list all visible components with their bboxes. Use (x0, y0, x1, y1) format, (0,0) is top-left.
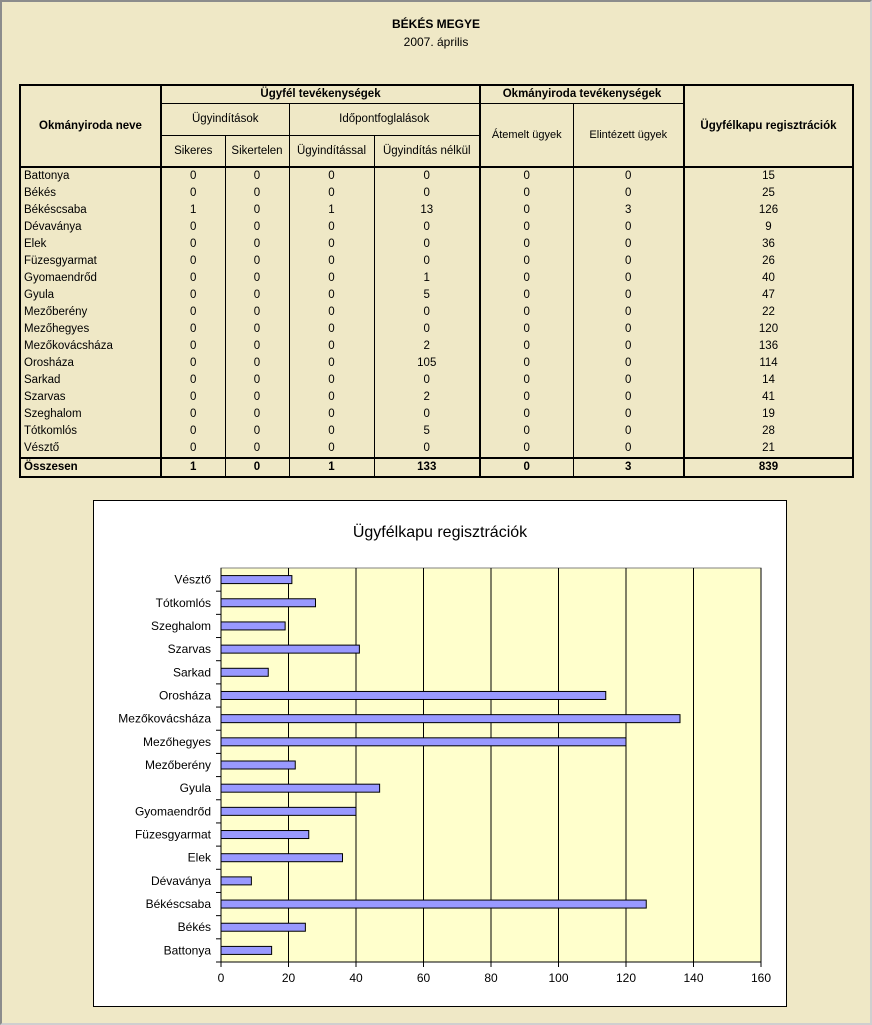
value-cell: 0 (374, 304, 480, 321)
value-cell: 0 (190, 221, 197, 233)
bar (221, 576, 292, 584)
value-cell: 36 (684, 236, 853, 253)
total-label: Összesen (20, 458, 161, 477)
value-cell: 0 (225, 338, 289, 355)
value-cell: 0 (225, 287, 289, 304)
value-cell: 41 (684, 389, 853, 406)
value-cell: 25 (684, 185, 853, 202)
office-name-cell: Battonya (20, 167, 161, 185)
table-row (20, 321, 853, 338)
value-cell: 0 (523, 408, 530, 420)
category-label: Mezőhegyes (142, 734, 211, 749)
value-cell: 0 (374, 219, 480, 236)
value-cell: 0 (225, 219, 289, 236)
total-value-cell: 0 (225, 458, 289, 477)
value-cell: 26 (684, 253, 853, 270)
value-cell: 0 (374, 372, 480, 389)
value-cell: 0 (480, 440, 573, 458)
value-cell: 0 (225, 185, 289, 202)
value-cell: 0 (573, 440, 684, 458)
total-row (20, 458, 853, 477)
value-cell: 14 (684, 372, 853, 389)
value-cell: 0 (573, 372, 684, 389)
value-cell: 0 (523, 306, 530, 318)
chart-area (93, 500, 787, 1007)
value-cell: 0 (573, 253, 684, 270)
category-label: Sarkad (172, 665, 211, 680)
value-cell: 0 (190, 357, 197, 369)
value-cell: 0 (289, 406, 374, 423)
category-label: Dévaványa (150, 873, 211, 888)
table-row (20, 185, 853, 202)
value-cell: 0 (523, 374, 530, 386)
bar (221, 668, 268, 676)
value-cell: 0 (523, 289, 530, 301)
bar (221, 784, 380, 792)
x-tick-label: 120 (615, 971, 637, 985)
table-row (20, 270, 853, 287)
value-cell: 28 (684, 423, 853, 440)
header-office-activities: Okmányiroda tevékenységek (480, 85, 684, 103)
total-value-cell: 839 (684, 458, 853, 477)
value-cell: 0 (573, 321, 684, 338)
value-cell: 0 (573, 338, 684, 355)
value-cell: 0 (225, 253, 289, 270)
value-cell: 120 (684, 321, 853, 338)
value-cell: 0 (523, 204, 530, 216)
value-cell: 0 (573, 167, 684, 185)
table-row (20, 423, 853, 440)
category-label: Orosháza (158, 688, 211, 703)
value-cell: 0 (225, 372, 289, 389)
value-cell: 0 (523, 323, 530, 335)
total-value-cell: 0 (480, 458, 573, 477)
bar (221, 877, 251, 885)
value-cell: 0 (374, 321, 480, 338)
header-transferred: Átemelt ügyek (480, 103, 573, 167)
value-cell: 0 (190, 306, 197, 318)
header-client-activities: Ügyfél tevékenységek (161, 85, 480, 103)
value-cell: 0 (289, 167, 374, 185)
value-cell: 1 (374, 270, 480, 287)
table-row (20, 219, 853, 236)
value-cell: 0 (190, 391, 197, 403)
value-cell: 22 (684, 304, 853, 321)
value-cell: 0 (289, 219, 374, 236)
header-without-init: Ügyindítás nélkül (374, 135, 480, 167)
category-label: Szarvas (167, 642, 211, 657)
header-appointments: Időpontfoglalások (289, 103, 480, 135)
office-name-cell: Szeghalom (20, 406, 161, 423)
value-cell: 136 (684, 338, 853, 355)
value-cell: 0 (523, 357, 530, 369)
value-cell: 0 (523, 272, 530, 284)
value-cell: 114 (684, 355, 853, 372)
value-cell: 0 (573, 236, 684, 253)
value-cell: 0 (190, 238, 197, 250)
office-name-cell: Füzesgyarmat (20, 253, 161, 270)
office-name-cell: Mezőberény (20, 304, 161, 321)
value-cell: 5 (374, 423, 480, 440)
value-cell: 2 (374, 389, 480, 406)
header-success: Sikeres (161, 135, 225, 167)
page-subtitle: 2007. április (403, 35, 469, 49)
value-cell: 0 (523, 255, 530, 267)
value-cell: 0 (190, 374, 197, 386)
office-name-cell: Mezőkovácsháza (20, 338, 161, 355)
value-cell: 0 (573, 287, 684, 304)
value-cell: 105 (374, 355, 480, 372)
office-name-cell: Békéscsaba (20, 202, 161, 219)
table-row (20, 202, 853, 219)
value-cell: 0 (289, 389, 374, 406)
table-row (20, 253, 853, 270)
header-with-init: Ügyindítással (289, 135, 374, 167)
office-name-cell: Szarvas (20, 389, 161, 406)
office-name-cell: Elek (20, 236, 161, 253)
category-label: Gyula (179, 781, 211, 796)
value-cell: 13 (374, 202, 480, 219)
value-cell: 0 (523, 238, 530, 250)
office-name-cell: Tótkomlós (20, 423, 161, 440)
category-label: Mezőkovácsháza (118, 711, 211, 726)
bar (221, 923, 305, 931)
x-tick-label: 80 (484, 971, 498, 985)
value-cell: 0 (289, 440, 374, 458)
x-tick-label: 140 (683, 971, 704, 985)
x-tick-label: 100 (548, 971, 569, 985)
value-cell: 47 (684, 287, 853, 304)
value-cell: 0 (289, 423, 374, 440)
value-cell: 0 (190, 255, 197, 267)
total-value-cell: 1 (289, 458, 374, 477)
bar (221, 807, 356, 815)
bar-chart (94, 501, 786, 1006)
page-title: BÉKÉS MEGYE (391, 17, 481, 31)
header-registrations: Ügyfélkapu regisztrációk (684, 85, 853, 167)
bar (221, 831, 309, 839)
table-row (20, 440, 853, 458)
value-cell: 0 (523, 425, 530, 437)
table-row (20, 304, 853, 321)
chart-title: Ügyfélkapu regisztrációk (352, 524, 528, 541)
value-cell: 2 (374, 338, 480, 355)
category-label: Elek (187, 850, 211, 865)
office-name-cell: Gyomaendrőd (20, 270, 161, 287)
total-value-cell: 133 (374, 458, 480, 477)
header-completed: Elintézett ügyek (573, 103, 684, 167)
bar (221, 854, 343, 862)
value-cell: 0 (161, 440, 225, 458)
bar (221, 900, 646, 908)
table-row (20, 372, 853, 389)
table-row (20, 355, 853, 372)
value-cell: 19 (684, 406, 853, 423)
value-cell: 0 (289, 304, 374, 321)
value-cell: 0 (573, 355, 684, 372)
x-tick-label: 160 (750, 971, 772, 985)
value-cell: 0 (289, 185, 374, 202)
value-cell: 1 (289, 202, 374, 219)
value-cell: 0 (289, 355, 374, 372)
value-cell: 0 (225, 270, 289, 287)
value-cell: 0 (225, 202, 289, 219)
header-initiations: Ügyindítások (161, 103, 289, 135)
value-cell: 0 (225, 440, 289, 458)
category-label: Békéscsaba (145, 897, 211, 912)
value-cell: 0 (374, 440, 480, 458)
value-cell: 0 (225, 236, 289, 253)
value-cell: 0 (573, 185, 684, 202)
total-value-cell: 3 (573, 458, 684, 477)
office-name-cell: Orosháza (20, 355, 161, 372)
value-cell: 0 (225, 167, 289, 185)
value-cell: 0 (523, 187, 530, 199)
value-cell: 0 (225, 389, 289, 406)
value-cell: 0 (289, 321, 374, 338)
value-cell: 0 (374, 236, 480, 253)
value-cell: 0 (573, 406, 684, 423)
value-cell: 0 (374, 185, 480, 202)
value-cell: 0 (523, 391, 530, 403)
x-tick-label: 0 (217, 971, 225, 985)
x-tick-label: 40 (349, 971, 363, 985)
header-office-name: Okmányiroda neve (20, 85, 161, 167)
value-cell: 1 (190, 204, 197, 216)
bar (221, 761, 295, 769)
bar (221, 715, 680, 723)
value-cell: 3 (573, 202, 684, 219)
table-row (20, 338, 853, 355)
bar (221, 946, 272, 954)
value-cell: 126 (684, 202, 853, 219)
value-cell: 0 (190, 289, 197, 301)
value-cell: 0 (289, 236, 374, 253)
header-fail: Sikertelen (225, 135, 289, 167)
value-cell: 9 (684, 219, 853, 236)
category-label: Tótkomlós (155, 595, 211, 610)
office-name-cell: Mezőhegyes (20, 321, 161, 338)
value-cell: 0 (523, 221, 530, 233)
value-cell: 0 (573, 304, 684, 321)
category-label: Battonya (163, 943, 211, 958)
table-row (20, 287, 853, 304)
value-cell: 0 (190, 425, 197, 437)
office-name-cell: Vésztő (20, 440, 161, 458)
value-cell: 0 (374, 406, 480, 423)
table-row (20, 236, 853, 253)
value-cell: 0 (573, 219, 684, 236)
category-label: Füzesgyarmat (134, 827, 211, 842)
x-tick-label: 60 (416, 971, 431, 985)
value-cell: 40 (684, 270, 853, 287)
value-cell: 0 (523, 170, 530, 182)
value-cell: 0 (190, 408, 197, 420)
category-label: Gyomaendrőd (134, 804, 211, 819)
value-cell: 0 (190, 340, 197, 352)
value-cell: 21 (684, 440, 853, 458)
value-cell: 0 (573, 423, 684, 440)
bar (221, 645, 359, 653)
category-label: Vésztő (174, 572, 211, 587)
value-cell: 0 (289, 338, 374, 355)
value-cell: 0 (374, 167, 480, 185)
office-name-cell: Sarkad (20, 372, 161, 389)
bar (221, 691, 606, 699)
category-label: Szeghalom (150, 618, 211, 633)
value-cell: 0 (289, 270, 374, 287)
value-cell: 0 (225, 423, 289, 440)
table-row (20, 167, 853, 185)
office-name-cell: Gyula (20, 287, 161, 304)
value-cell: 0 (573, 270, 684, 287)
value-cell: 0 (374, 253, 480, 270)
value-cell: 0 (190, 187, 197, 199)
value-cell: 0 (225, 355, 289, 372)
value-cell: 0 (190, 272, 197, 284)
value-cell: 0 (523, 340, 530, 352)
value-cell: 0 (225, 406, 289, 423)
bar (221, 738, 626, 746)
office-name-cell: Békés (20, 185, 161, 202)
total-value-cell: 1 (161, 458, 225, 477)
x-tick-label: 20 (281, 971, 296, 985)
category-label: Békés (177, 920, 211, 935)
value-cell: 0 (190, 323, 197, 335)
office-name-cell: Dévaványa (20, 219, 161, 236)
table-row (20, 406, 853, 423)
value-cell: 0 (190, 170, 197, 182)
value-cell: 0 (225, 321, 289, 338)
value-cell: 0 (289, 253, 374, 270)
value-cell: 0 (225, 304, 289, 321)
value-cell: 15 (684, 167, 853, 185)
bar (221, 599, 316, 607)
value-cell: 0 (573, 389, 684, 406)
value-cell: 5 (374, 287, 480, 304)
table-row (20, 389, 853, 406)
value-cell: 0 (289, 287, 374, 304)
bar (221, 622, 285, 630)
value-cell: 0 (289, 372, 374, 389)
category-label: Mezőberény (144, 758, 211, 772)
statistics-table (19, 84, 854, 478)
